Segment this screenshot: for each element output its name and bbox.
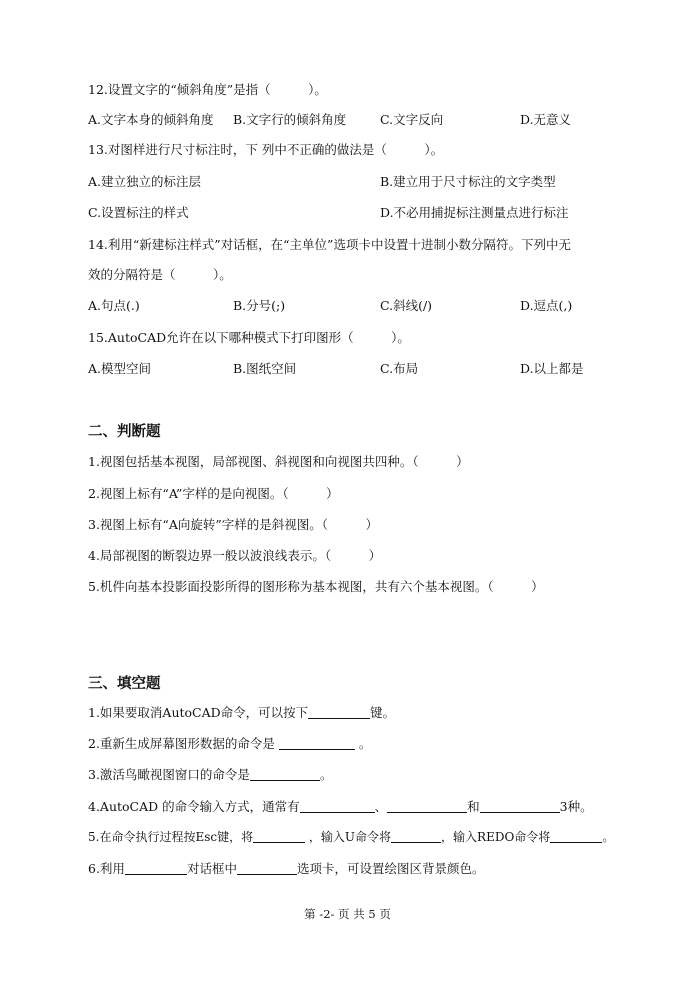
q13-option-a: A.建立独立的标注层 xyxy=(88,174,202,189)
fill-4-text-b: 、 xyxy=(374,799,388,814)
fill-1-blank[interactable] xyxy=(308,705,370,719)
fill-4-blank-1[interactable] xyxy=(300,799,375,813)
fill-4-blank-3[interactable] xyxy=(480,799,560,813)
q14-option-d: D.逗点(,) xyxy=(520,298,573,313)
q15-option-a: A.模型空间 xyxy=(88,361,152,376)
fill-3-text-b: 。 xyxy=(319,767,333,782)
fill-item-5 xyxy=(88,828,614,845)
q15-option-c: C.布局 xyxy=(380,361,419,376)
fill-6-blank-2[interactable] xyxy=(237,861,297,875)
q15-option-d: D.以上都是 xyxy=(520,361,584,376)
fill-5-text-d: 。 xyxy=(602,830,615,844)
q12-option-a: A.文字本身的倾斜角度 xyxy=(88,112,214,127)
fill-4-blank-2[interactable] xyxy=(387,799,467,813)
fill-5-blank-1[interactable] xyxy=(253,829,305,843)
fill-5-blank-2[interactable] xyxy=(391,829,441,843)
q14-stem-line1: 14.利用“新建标注样式”对话框，在“主单位”选项卡中设置十进制小数分隔符。下列中无 xyxy=(88,237,571,252)
judge-item-3: 3.视图上标有“A向旋转”字样的是斜视图。（ ） xyxy=(88,517,378,532)
judge-item-4: 4.局部视图的断裂边界一般以波浪线表示。（ ） xyxy=(88,548,382,563)
judge-item-5: 5.机件向基本投影面投影所得的图形称为基本视图，共有六个基本视图。（ ） xyxy=(88,579,544,594)
fill-item-4 xyxy=(88,797,593,815)
section3-heading: 三、填空题 xyxy=(88,676,161,692)
fill-6-blank-1[interactable] xyxy=(125,861,187,875)
fill-3-blank[interactable] xyxy=(250,767,320,781)
fill-5-text-a: 5.在命令执行过程按Esc键，将 xyxy=(88,830,254,844)
fill-item-2 xyxy=(88,734,371,752)
fill-6-text-b: 对话框中 xyxy=(186,861,237,876)
fill-item-6 xyxy=(88,859,484,877)
fill-2-text-a: 2.重新生成屏幕图形数据的命令是 xyxy=(88,736,275,751)
q15-stem: 15.AutoCAD允许在以下哪种模式下打印图形（ ）。 xyxy=(88,330,410,345)
fill-2-blank[interactable] xyxy=(279,736,355,750)
q13-option-b: B.建立用于尺寸标注的文字类型 xyxy=(380,174,556,189)
fill-1-text-b: 键。 xyxy=(370,705,396,720)
judge-item-2: 2.视图上标有“A”字样的是向视图。（ ） xyxy=(88,486,339,501)
q13-stem: 13.对图样进行尺寸标注时，下 列中不正确的做法是（ ）。 xyxy=(88,142,444,157)
q13-option-d: D.不必用捕捉标注测量点进行标注 xyxy=(380,205,569,220)
fill-2-text-b: 。 xyxy=(358,736,372,751)
q13-option-c: C.设置标注的样式 xyxy=(88,205,189,220)
q14-option-a: A.句点(.) xyxy=(88,298,140,313)
fill-6-text-c: 选项卡，可设置绘图区背景颜色。 xyxy=(296,861,485,876)
fill-5-text-c: ，输入REDO命令将 xyxy=(441,830,551,844)
fill-item-3 xyxy=(88,765,332,783)
q12-option-d: D.无意义 xyxy=(520,112,572,127)
q12-stem: 12.设置文字的“倾斜角度”是指（ ）。 xyxy=(88,82,327,97)
fill-5-blank-3[interactable] xyxy=(550,829,602,843)
fill-5-text-b: ，输入U命令将 xyxy=(308,830,392,844)
q15-option-b: B.图纸空间 xyxy=(233,361,297,376)
q12-option-c: C.文字反向 xyxy=(380,112,444,127)
q14-option-c: C.斜线(/) xyxy=(380,298,433,313)
q14-stem-line2: 效的分隔符是（ ）。 xyxy=(88,267,232,282)
fill-1-text-a: 1.如果要取消AutoCAD命令，可以按下 xyxy=(88,705,309,720)
fill-4-text-a: 4.AutoCAD 的命令输入方式，通常有 xyxy=(88,799,300,814)
fill-3-text-a: 3.激活鸟瞰视图窗口的命令是 xyxy=(88,767,250,782)
section2-heading: 二、判断题 xyxy=(88,424,161,440)
fill-item-1 xyxy=(88,703,395,721)
fill-4-text-c: 和 xyxy=(467,799,480,814)
fill-4-text-d: 3种。 xyxy=(559,799,593,814)
page-footer: 第 -2- 页 共 5 页 xyxy=(304,907,391,921)
fill-6-text-a: 6.利用 xyxy=(88,861,125,876)
judge-item-1: 1.视图包括基本视图，局部视图、斜视图和向视图共四种。（ ） xyxy=(88,454,469,469)
q14-option-b: B.分号(;) xyxy=(233,298,286,313)
q12-option-b: B.文字行的倾斜角度 xyxy=(233,112,347,127)
